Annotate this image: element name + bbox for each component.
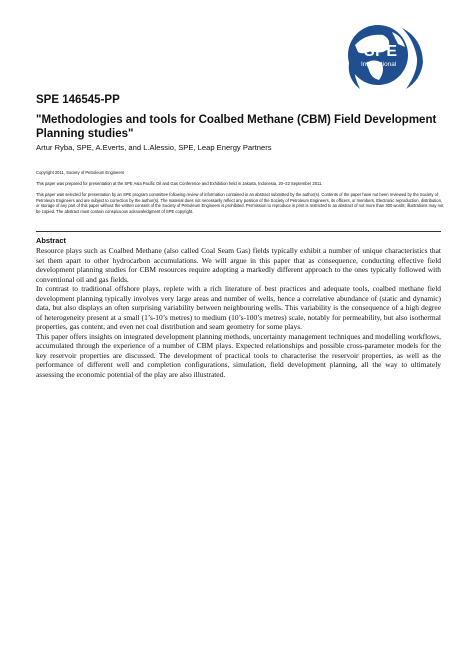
abstract-paragraph: This paper offers insights on integrated development planning methods, uncertainty management techniques and modelling workflows, accumulated through the experience of a number of CBM plays. Expected relationships and possible cross-parameter models for the key reservoir properties are discussed. The development of practical tools to characterise the reservoir properties, as well as the performance of different well and completion configurations, simulation, field development planning, all the way to ultimately assessing the economic potential of the play are also illustrated.: [36, 331, 441, 379]
copyright-notice: Copyright 2011, Society of Petroleum Engineers: [36, 170, 125, 175]
abstract-paragraph: Resource plays such as Coalbed Methane (also called Coal Seam Gas) fields typically exhibit a number of unique characteristics that set them apart to other hydrocarbon accumulations. We will argue in this paper that as consequence, conducting effective field development planning studies for CBM resources require adopting a markedly different approach to the ones typically followed with conventional oil and gas fields.: [36, 246, 441, 284]
presentation-notice: This paper was prepared for presentation at the SPE Asia Pacific Oil and Gas Conference and Exhibition held in Jakarta, Indonesia, 20–22 September 2011.: [36, 181, 323, 186]
spe-international-logo: [340, 17, 436, 97]
paper-id: SPE 146545-PP: [36, 94, 120, 106]
abstract-heading: Abstract: [36, 236, 66, 245]
disclaimer-notice: This paper was selected for presentation by an SPE program committee following review of information contained in an abstract submitted by the author(s). Contents of the paper have not been reviewed by the Society of Petroleum Engineers and are subject to correction by the author(s). The material does not necessarily reflect any position of the Society of Petroleum Engineers, its officers, or members. Electronic reproduction, distribution, or storage of any part of this paper without the written consent of the Society of Petroleum Engineers is prohibited. Permission to reproduce in print is restricted to an abstract of not more than 300 words; illustrations may not be copied. The abstract must contain conspicuous acknowledgment of SPE copyright.: [36, 192, 444, 214]
abstract-paragraph: In contrast to traditional offshore plays, replete with a rich literature of best practices and adequate tools, coalbed methane field development planning typically involves very large areas and number of wells, hence a correlative abundance of (static and dynamic) data, but also displays an often surprising variability between neighbouring wells. This variability is the consequence of a high degree of heterogeneity present at a small (1’s-10’s metres) to medium (10’s-100’s metres) scale, notably for permeability, but also isothermal properties, gas content, and even net coal distribution and seam geometry for some plays.: [36, 284, 441, 331]
logo-international-text: International: [361, 61, 397, 68]
paper-authors: Artur Ryba, SPE, A.Everts, and L.Alessio, SPE, Leap Energy Partners: [36, 143, 272, 152]
abstract-body: [36, 246, 441, 379]
paper-title: "Methodologies and tools for Coalbed Methane (CBM) Field Development Planning studies": [36, 114, 437, 140]
abstract-divider: [36, 231, 441, 232]
logo-spe-text: SPE: [364, 43, 398, 60]
